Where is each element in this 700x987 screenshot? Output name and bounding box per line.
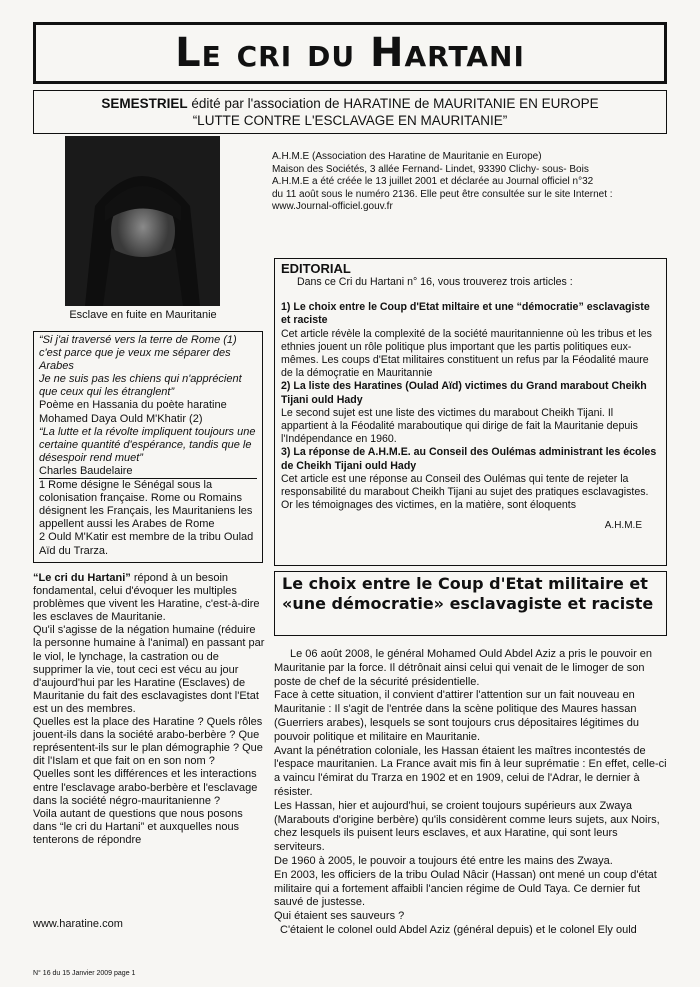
journal-officiel-link[interactable]: www.Journal-officiel.gouv.fr [272,201,393,212]
editorial-box [274,258,667,566]
editorial-heading-1: 1) Le choix entre le Coup d'Etat miltaire et une “démocratie” esclavagiste et raciste [281,301,650,327]
article-paragraph: Qui étaient ses sauveurs ? [274,910,405,923]
editorial-title: EDITORIAL [281,261,351,276]
article-paragraph: Face à cette situation, il convient d'attirer l'attention sur un fait nouveau en Mauritanie : Il s'agit de l'entrée dans la scène politique des Maures hassan (Guerriers arabes), lesquels se sont toujours crus dépositaires légitimes du pouvoir politique et militaire en Mauritanie. [274,689,639,743]
photo-caption: Esclave en fuite en Mauritanie [69,309,217,321]
intro-paragraph-2: Qu'il s'agisse de la négation humaine (réduire la personne humaine à l'animal) en passant par le viol, le lynchage, la castration ou de supprimer la vie, tout ceci est vécu au jour d'aujourd'hui par les Haratine (Esclaves) de Mauritanie du fait des esclavagistes dont l'Etat est un des membres. [33,624,265,715]
intro-paragraph-3: Quelles est la place des Haratine ? Quels rôles jouent-ils dans la société arabo-berbère ? Que représentent-ils sur le plan démographie ? Que dit l'Islam et que fait on en son nom ? [33,716,263,768]
subtitle-semestriel: SEMESTRIEL [101,96,188,111]
intro-newspaper-name: “Le cri du Hartani” [33,572,131,584]
article-body [274,648,667,938]
quote-1: “Si j'ai traversé vers la terre de Rome (1) c'est parce que je veux me séparer des Arabes [39,334,237,373]
quote-3: “La lutte et la révolte impliquent toujours une certaine quantité d'espérance, tandis que le désespoir rend muet” [39,425,256,464]
ahme-line: Maison des Sociétés, 3 allée Fernand- Lindet, 93390 Clichy- sous- Bois [272,163,589,175]
article-paragraph: Les Hassan, hier et aujourd'hui, se croient toujours supérieurs aux Zwaya (Marabouts d'origine berbère) qu'ils considèrent comme leurs sujets, aux Noirs, chez lesquels ils puisent leurs esclaves, et aux Haratine, qui sont leurs serviteurs. [274,799,660,854]
photo-illustration [65,136,220,306]
editorial-heading-2: 2) La liste des Haratines (Oulad Aïd) victimes du Grand marabout Cheikh Tijani ould Hady [281,380,647,406]
editorial-signature: A.H.M.E [604,520,642,532]
subtitle-line2: “LUTTE CONTRE L'ESCLAVAGE EN MAURITANIE” [192,113,508,128]
intro-column [33,572,265,847]
ahme-line: du 11 août sous le numéro 2136. Elle peut être consultée sur le site Internet : [272,188,613,200]
editorial-paragraph-1: Cet article révèle la complexité de la société mauritannienne où les tribus et les ethnies jouent un rôle politique plus important que les partis politiques eux-mêmes. Les coups d'Etat militaires constituent un refus par la Féodalité maure de la démoçratie en Mauritannie [281,327,652,380]
article-paragraph: En 2003, les officiers de la tribu Oulad Nâcir (Hassan) ont mené un coup d'état militaire qui a fortement affaibli l'ancien régime de Ould Taya. Ce dernier fut sauvé de justesse. [274,868,657,909]
website-link[interactable]: www.haratine.com [33,918,123,930]
subtitle-line1: édité par l'association de HARATINE de MAURITANIE EN EUROPE [187,96,599,111]
footnote-1: 1 Rome désigne le Sénégal sous la colonisation française. Rome ou Romains désignent les Français, les Mauritaniens les appellent aussi les Arabes de Rome [39,479,253,531]
subtitle-box [33,90,667,134]
article-paragraph: De 1960 à 2005, le pouvoir a toujours été entre les mains des Zwaya. [274,854,613,867]
ahme-line: A.H.M.E (Association des Haratine de Mauritanie en Europe) [272,151,542,162]
quote-source-1: Poème en Hassania du poète haratine Mohamed Daya Ould M'Khatir (2) [39,399,227,425]
quote-source-2: Charles Baudelaire [39,465,257,479]
ahme-info [272,151,672,214]
editorial-heading-3: 3) La réponse de A.H.M.E. au Conseil des Oulémas administrant les écoles de Cheikh Tijani ould Hady [281,446,657,472]
quote-2: Je ne suis pas les chiens qui n'apprécient que ceux qui les étranglent” [39,373,242,399]
intro-paragraph-4: Quelles sont les différences et les interactions entre l'esclavage arabo-berbère et l'esclavage dans la société négro-mauritanienne ? [33,768,258,807]
ahme-line: A.H.M.E a été créée le 13 juillet 2001 et déclarée au Journal officiel n°32 [272,176,594,187]
masthead [33,22,667,84]
intro-paragraph-5: Voila autant de questions que nous posons dans “le cri du Hartani” et auxquelles nous tenterons de répondre [33,807,243,846]
editorial-paragraph-2: Le second sujet est une liste des victimes du marabout Cheikh Tijani. Il appartient à la Féodalité maraboutique qui dirige de fait la Mauritanie depuis l'Indépendance en 1960. [281,406,638,446]
editorial-paragraph-3: Cet article est une réponse au Conseil des Oulémas qui tente de rejeter la responsabilité du marabout Cheikh Tijani au sujet des pratiques esclavagistes. Or les témoignages des victimes, en la matière, sont éloquents [281,472,649,512]
editorial-intro: Dans ce Cri du Hartani n° 16, vous trouverez trois articles : [297,276,573,288]
page-footer: N° 16 du 15 Janvier 2009 page 1 [33,970,136,977]
slave-photo [65,136,220,306]
article-paragraph: Le 06 août 2008, le général Mohamed Ould Abdel Aziz a pris le pouvoir en Mauritanie par la force. Il détrônait ainsi celui qui venait de le limoger de son poste de chef de la sécurité présidentielle. [274,648,653,688]
intro-paragraph-1: répond à un besoin fondamental, celui d'évoquer les multiples problèmes que vivent les Haratine, c'est-à-dire les esclaves de Mauritanie. [33,572,260,624]
footnote-2: 2 Ould M'Katir est membre de la tribu Oulad Aïd du Trarza. [39,531,254,557]
article-paragraph: Avant la pénétration coloniale, les Hassan étaient les maîtres incontestés de l'espace mauritanien. La France avait mis fin à leur suprématie : En effet, celle-ci a vaincu l'émirat du Trarza en 1902 et en 1909, celui de l'Adrar, le dernier à résister. [274,744,667,798]
quotes-box [33,331,263,563]
article-paragraph: C'étaient le colonel ould Abdel Aziz (général depuis) et le colonel Ely ould [280,923,637,936]
newspaper-title: Le cri du Hartani [175,30,525,76]
article-title: Le choix entre le Coup d'Etat militaire et «une démocratie» esclavagiste et raciste [282,574,654,613]
article-title-box [274,571,667,636]
